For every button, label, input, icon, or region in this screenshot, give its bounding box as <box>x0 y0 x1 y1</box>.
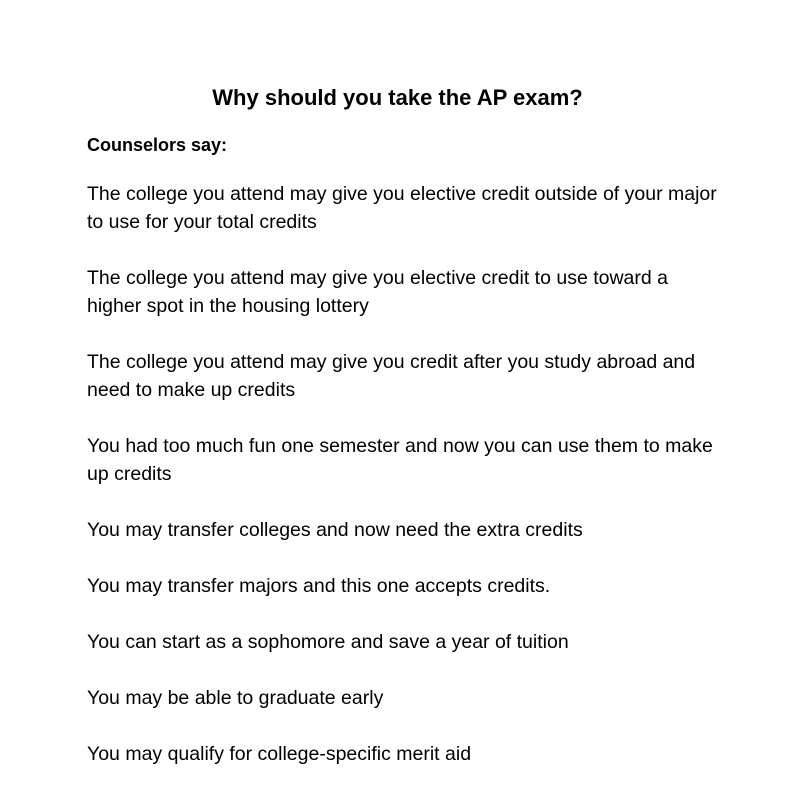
list-item: The college you attend may give you elective credit outside of your major to use for your total credits <box>87 183 717 233</box>
list-item: You may qualify for college-specific merit aid <box>87 743 472 765</box>
list-item: You may be able to graduate early <box>87 687 384 709</box>
list-item: The college you attend may give you credit after you study abroad and need to make up credits <box>87 351 696 401</box>
list-item: You may transfer colleges and now need the extra credits <box>87 519 583 541</box>
reasons-list <box>87 180 727 796</box>
list-item: You can start as a sophomore and save a year of tuition <box>87 631 569 653</box>
list-item: You had too much fun one semester and now you can use them to make up credits <box>87 435 713 485</box>
list-item: You may transfer majors and this one accepts credits. <box>87 575 551 597</box>
list-item: The college you attend may give you elective credit to use toward a higher spot in the housing lottery <box>87 267 668 317</box>
section-subheading: Counselors say: <box>87 135 228 155</box>
page-title: Why should you take the AP exam? <box>212 85 583 110</box>
